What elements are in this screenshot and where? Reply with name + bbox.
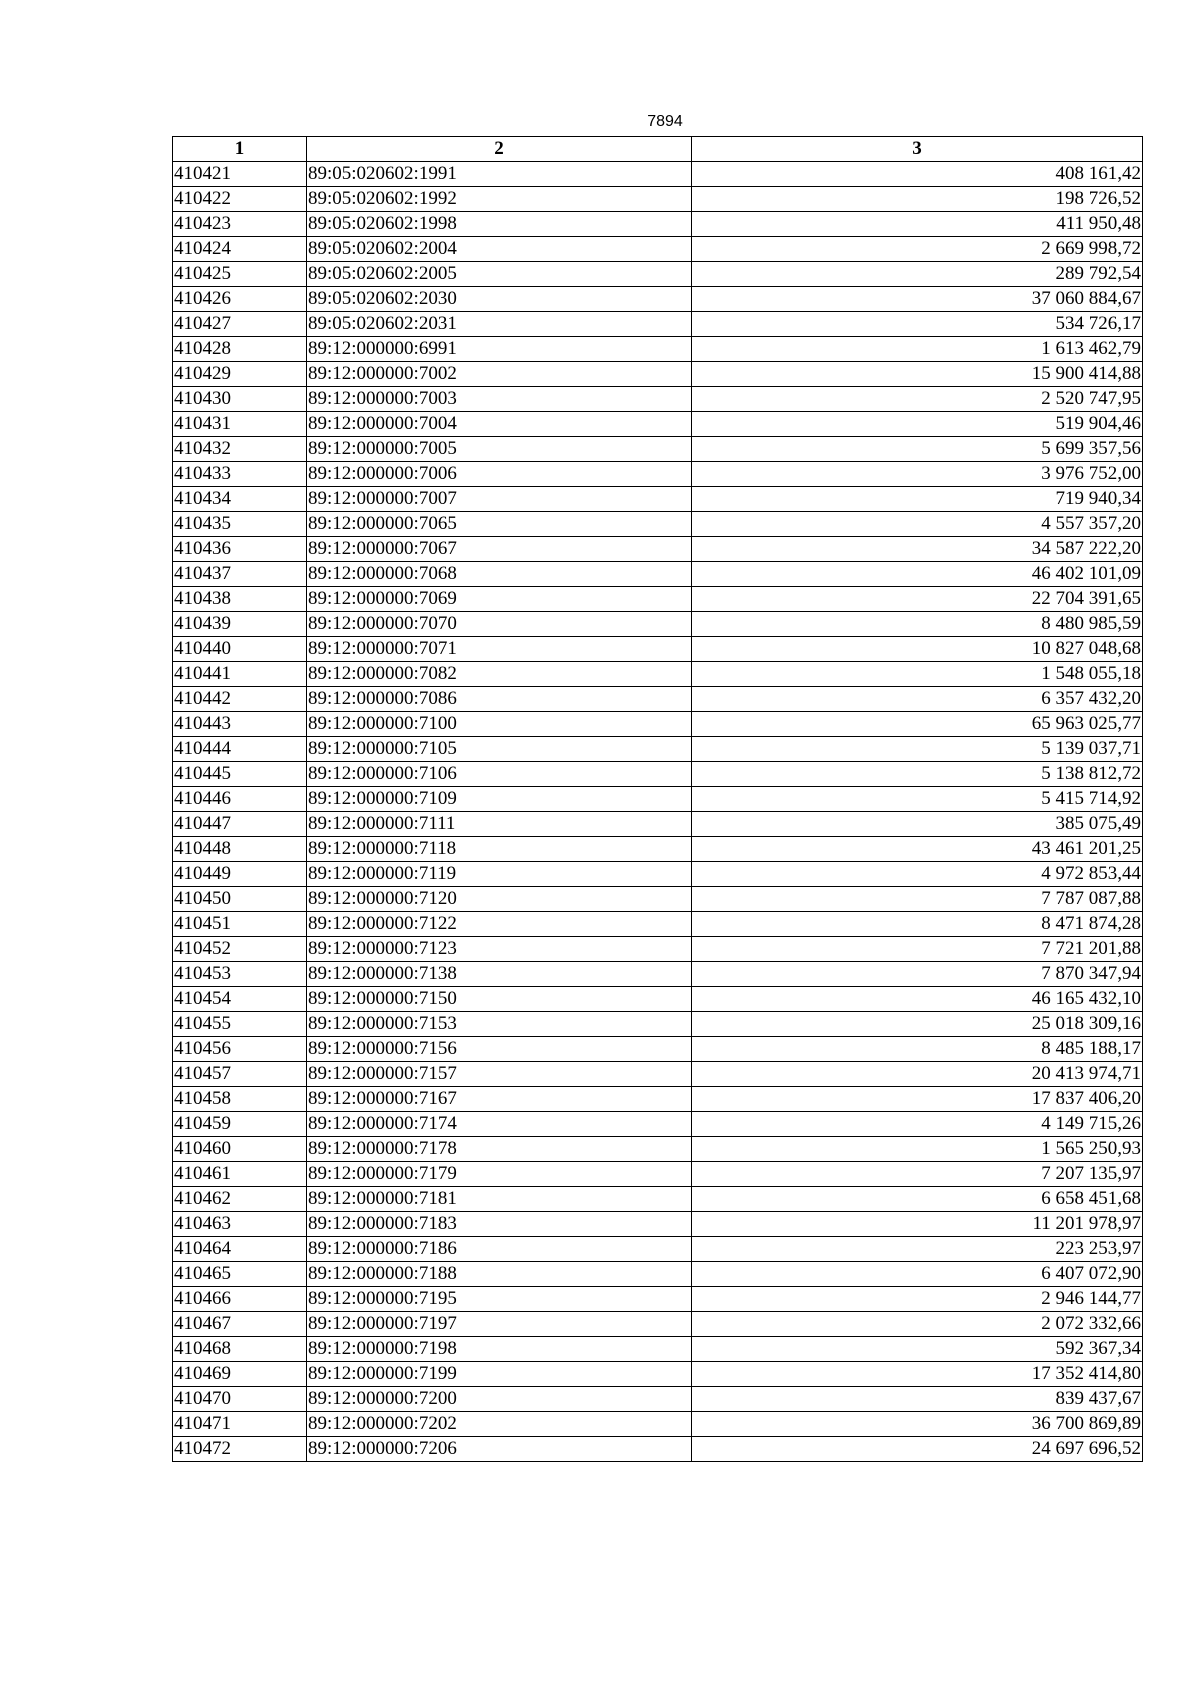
row-number-cell: 410428 (173, 337, 307, 362)
value-cell: 2 669 998,72 (692, 237, 1143, 262)
value-cell: 411 950,48 (692, 212, 1143, 237)
cadastral-number-cell: 89:12:000000:7157 (307, 1062, 692, 1087)
row-number-cell: 410452 (173, 937, 307, 962)
row-number-cell: 410457 (173, 1062, 307, 1087)
cadastral-number-cell: 89:12:000000:7068 (307, 562, 692, 587)
table-row (173, 1237, 1143, 1262)
row-number-cell: 410421 (173, 162, 307, 187)
table-row (173, 1187, 1143, 1212)
cadastral-number-cell: 89:12:000000:7006 (307, 462, 692, 487)
table-row (173, 1037, 1143, 1062)
row-number-cell: 410443 (173, 712, 307, 737)
value-cell: 37 060 884,67 (692, 287, 1143, 312)
cadastral-number-cell: 89:12:000000:6991 (307, 337, 692, 362)
table-row (173, 937, 1143, 962)
cadastral-number-cell: 89:12:000000:7123 (307, 937, 692, 962)
table-row (173, 162, 1143, 187)
cadastral-number-cell: 89:12:000000:7206 (307, 1437, 692, 1462)
value-cell: 20 413 974,71 (692, 1062, 1143, 1087)
value-cell: 7 207 135,97 (692, 1162, 1143, 1187)
table-row (173, 712, 1143, 737)
row-number-cell: 410467 (173, 1312, 307, 1337)
cadastral-number-cell: 89:12:000000:7202 (307, 1412, 692, 1437)
value-cell: 289 792,54 (692, 262, 1143, 287)
value-cell: 24 697 696,52 (692, 1437, 1143, 1462)
row-number-cell: 410449 (173, 862, 307, 887)
table-row (173, 1312, 1143, 1337)
cadastral-number-cell: 89:12:000000:7178 (307, 1137, 692, 1162)
value-cell: 36 700 869,89 (692, 1412, 1143, 1437)
row-number-cell: 410446 (173, 787, 307, 812)
value-cell: 5 139 037,71 (692, 737, 1143, 762)
value-cell: 17 352 414,80 (692, 1362, 1143, 1387)
cadastral-number-cell: 89:05:020602:1998 (307, 212, 692, 237)
table-row (173, 312, 1143, 337)
table-row (173, 237, 1143, 262)
value-cell: 2 520 747,95 (692, 387, 1143, 412)
table-row (173, 337, 1143, 362)
value-cell: 4 149 715,26 (692, 1112, 1143, 1137)
table-row (173, 362, 1143, 387)
row-number-cell: 410461 (173, 1162, 307, 1187)
table-row (173, 1412, 1143, 1437)
cadastral-number-cell: 89:12:000000:7118 (307, 837, 692, 862)
table-row (173, 1212, 1143, 1237)
table-row (173, 762, 1143, 787)
registry-table (172, 136, 1143, 1462)
table-row (173, 212, 1143, 237)
cadastral-number-cell: 89:12:000000:7007 (307, 487, 692, 512)
value-cell: 7 787 087,88 (692, 887, 1143, 912)
cadastral-number-cell: 89:05:020602:1991 (307, 162, 692, 187)
row-number-cell: 410422 (173, 187, 307, 212)
table-row (173, 862, 1143, 887)
row-number-cell: 410470 (173, 1387, 307, 1412)
cadastral-number-cell: 89:12:000000:7109 (307, 787, 692, 812)
table-row (173, 1162, 1143, 1187)
cadastral-number-cell: 89:12:000000:7174 (307, 1112, 692, 1137)
value-cell: 6 658 451,68 (692, 1187, 1143, 1212)
table-row (173, 287, 1143, 312)
cadastral-number-cell: 89:12:000000:7186 (307, 1237, 692, 1262)
cadastral-number-cell: 89:12:000000:7005 (307, 437, 692, 462)
cadastral-number-cell: 89:12:000000:7197 (307, 1312, 692, 1337)
cadastral-number-cell: 89:12:000000:7086 (307, 687, 692, 712)
table-row (173, 462, 1143, 487)
value-cell: 1 613 462,79 (692, 337, 1143, 362)
cadastral-number-cell: 89:12:000000:7067 (307, 537, 692, 562)
row-number-cell: 410423 (173, 212, 307, 237)
table-row (173, 512, 1143, 537)
value-cell: 65 963 025,77 (692, 712, 1143, 737)
page-number: 7894 (647, 113, 683, 130)
row-number-cell: 410437 (173, 562, 307, 587)
table-row (173, 1262, 1143, 1287)
table-row (173, 1387, 1143, 1412)
value-cell: 5 415 714,92 (692, 787, 1143, 812)
table-row (173, 987, 1143, 1012)
table-row (173, 437, 1143, 462)
row-number-cell: 410424 (173, 237, 307, 262)
table-row (173, 537, 1143, 562)
header-row (173, 137, 1143, 162)
value-cell: 46 165 432,10 (692, 987, 1143, 1012)
table-row (173, 587, 1143, 612)
cadastral-number-cell: 89:12:000000:7150 (307, 987, 692, 1012)
table-row (173, 662, 1143, 687)
table-row (173, 837, 1143, 862)
table-row (173, 1337, 1143, 1362)
cadastral-number-cell: 89:12:000000:7200 (307, 1387, 692, 1412)
cadastral-number-cell: 89:12:000000:7065 (307, 512, 692, 537)
table-row (173, 187, 1143, 212)
row-number-cell: 410434 (173, 487, 307, 512)
cadastral-number-cell: 89:12:000000:7122 (307, 912, 692, 937)
cadastral-number-cell: 89:12:000000:7138 (307, 962, 692, 987)
table-row (173, 687, 1143, 712)
row-number-cell: 410433 (173, 462, 307, 487)
cadastral-number-cell: 89:12:000000:7181 (307, 1187, 692, 1212)
row-number-cell: 410448 (173, 837, 307, 862)
cadastral-number-cell: 89:05:020602:1992 (307, 187, 692, 212)
cadastral-number-cell: 89:12:000000:7183 (307, 1212, 692, 1237)
value-cell: 5 699 357,56 (692, 437, 1143, 462)
value-cell: 534 726,17 (692, 312, 1143, 337)
value-cell: 17 837 406,20 (692, 1087, 1143, 1112)
row-number-cell: 410455 (173, 1012, 307, 1037)
row-number-cell: 410453 (173, 962, 307, 987)
table-row (173, 1287, 1143, 1312)
value-cell: 3 976 752,00 (692, 462, 1143, 487)
row-number-cell: 410438 (173, 587, 307, 612)
cadastral-number-cell: 89:12:000000:7003 (307, 387, 692, 412)
table-row (173, 887, 1143, 912)
column-header-1: 1 (173, 137, 307, 162)
row-number-cell: 410450 (173, 887, 307, 912)
table-row (173, 1087, 1143, 1112)
row-number-cell: 410466 (173, 1287, 307, 1312)
row-number-cell: 410435 (173, 512, 307, 537)
row-number-cell: 410429 (173, 362, 307, 387)
cadastral-number-cell: 89:12:000000:7069 (307, 587, 692, 612)
table-row (173, 487, 1143, 512)
value-cell: 223 253,97 (692, 1237, 1143, 1262)
value-cell: 592 367,34 (692, 1337, 1143, 1362)
value-cell: 8 485 188,17 (692, 1037, 1143, 1062)
value-cell: 11 201 978,97 (692, 1212, 1143, 1237)
row-number-cell: 410425 (173, 262, 307, 287)
value-cell: 43 461 201,25 (692, 837, 1143, 862)
row-number-cell: 410426 (173, 287, 307, 312)
cadastral-number-cell: 89:05:020602:2005 (307, 262, 692, 287)
table-row (173, 812, 1143, 837)
row-number-cell: 410463 (173, 1212, 307, 1237)
row-number-cell: 410445 (173, 762, 307, 787)
row-number-cell: 410462 (173, 1187, 307, 1212)
value-cell: 22 704 391,65 (692, 587, 1143, 612)
cadastral-number-cell: 89:12:000000:7071 (307, 637, 692, 662)
cadastral-number-cell: 89:12:000000:7120 (307, 887, 692, 912)
value-cell: 1 548 055,18 (692, 662, 1143, 687)
table-row (173, 1362, 1143, 1387)
row-number-cell: 410447 (173, 812, 307, 837)
table-row (173, 737, 1143, 762)
value-cell: 408 161,42 (692, 162, 1143, 187)
row-number-cell: 410427 (173, 312, 307, 337)
cadastral-number-cell: 89:12:000000:7153 (307, 1012, 692, 1037)
table-body (173, 162, 1143, 1462)
row-number-cell: 410436 (173, 537, 307, 562)
table-row (173, 912, 1143, 937)
cadastral-number-cell: 89:12:000000:7119 (307, 862, 692, 887)
row-number-cell: 410440 (173, 637, 307, 662)
cadastral-number-cell: 89:12:000000:7156 (307, 1037, 692, 1062)
value-cell: 5 138 812,72 (692, 762, 1143, 787)
value-cell: 10 827 048,68 (692, 637, 1143, 662)
value-cell: 1 565 250,93 (692, 1137, 1143, 1162)
cadastral-number-cell: 89:12:000000:7106 (307, 762, 692, 787)
cadastral-number-cell: 89:12:000000:7179 (307, 1162, 692, 1187)
cadastral-number-cell: 89:05:020602:2004 (307, 237, 692, 262)
table-row (173, 1437, 1143, 1462)
row-number-cell: 410439 (173, 612, 307, 637)
table-row (173, 962, 1143, 987)
value-cell: 8 471 874,28 (692, 912, 1143, 937)
value-cell: 719 940,34 (692, 487, 1143, 512)
row-number-cell: 410460 (173, 1137, 307, 1162)
row-number-cell: 410456 (173, 1037, 307, 1062)
row-number-cell: 410458 (173, 1087, 307, 1112)
cadastral-number-cell: 89:12:000000:7198 (307, 1337, 692, 1362)
row-number-cell: 410442 (173, 687, 307, 712)
value-cell: 4 557 357,20 (692, 512, 1143, 537)
value-cell: 34 587 222,20 (692, 537, 1143, 562)
cadastral-number-cell: 89:12:000000:7111 (307, 812, 692, 837)
table-row (173, 787, 1143, 812)
table-row (173, 562, 1143, 587)
cadastral-number-cell: 89:12:000000:7082 (307, 662, 692, 687)
table-row (173, 262, 1143, 287)
column-header-2: 2 (307, 137, 692, 162)
row-number-cell: 410432 (173, 437, 307, 462)
value-cell: 15 900 414,88 (692, 362, 1143, 387)
value-cell: 198 726,52 (692, 187, 1143, 212)
value-cell: 2 072 332,66 (692, 1312, 1143, 1337)
cadastral-number-cell: 89:12:000000:7195 (307, 1287, 692, 1312)
value-cell: 46 402 101,09 (692, 562, 1143, 587)
value-cell: 519 904,46 (692, 412, 1143, 437)
value-cell: 4 972 853,44 (692, 862, 1143, 887)
cadastral-number-cell: 89:12:000000:7188 (307, 1262, 692, 1287)
value-cell: 25 018 309,16 (692, 1012, 1143, 1037)
row-number-cell: 410459 (173, 1112, 307, 1137)
value-cell: 7 870 347,94 (692, 962, 1143, 987)
cadastral-number-cell: 89:12:000000:7199 (307, 1362, 692, 1387)
row-number-cell: 410469 (173, 1362, 307, 1387)
row-number-cell: 410430 (173, 387, 307, 412)
cadastral-number-cell: 89:12:000000:7167 (307, 1087, 692, 1112)
row-number-cell: 410431 (173, 412, 307, 437)
cadastral-number-cell: 89:12:000000:7002 (307, 362, 692, 387)
value-cell: 385 075,49 (692, 812, 1143, 837)
table-row (173, 1012, 1143, 1037)
cadastral-number-cell: 89:12:000000:7105 (307, 737, 692, 762)
row-number-cell: 410465 (173, 1262, 307, 1287)
value-cell: 6 407 072,90 (692, 1262, 1143, 1287)
column-header-3: 3 (692, 137, 1143, 162)
table-row (173, 1112, 1143, 1137)
value-cell: 7 721 201,88 (692, 937, 1143, 962)
cadastral-number-cell: 89:05:020602:2031 (307, 312, 692, 337)
value-cell: 839 437,67 (692, 1387, 1143, 1412)
value-cell: 8 480 985,59 (692, 612, 1143, 637)
row-number-cell: 410444 (173, 737, 307, 762)
cadastral-number-cell: 89:12:000000:7100 (307, 712, 692, 737)
row-number-cell: 410464 (173, 1237, 307, 1262)
value-cell: 6 357 432,20 (692, 687, 1143, 712)
cadastral-number-cell: 89:12:000000:7004 (307, 412, 692, 437)
table-row (173, 1137, 1143, 1162)
table-row (173, 387, 1143, 412)
table-row (173, 412, 1143, 437)
cadastral-number-cell: 89:05:020602:2030 (307, 287, 692, 312)
value-cell: 2 946 144,77 (692, 1287, 1143, 1312)
row-number-cell: 410471 (173, 1412, 307, 1437)
table-row (173, 1062, 1143, 1087)
table-row (173, 612, 1143, 637)
row-number-cell: 410472 (173, 1437, 307, 1462)
row-number-cell: 410441 (173, 662, 307, 687)
row-number-cell: 410454 (173, 987, 307, 1012)
table-row (173, 637, 1143, 662)
row-number-cell: 410451 (173, 912, 307, 937)
table-header (173, 137, 1143, 162)
row-number-cell: 410468 (173, 1337, 307, 1362)
cadastral-number-cell: 89:12:000000:7070 (307, 612, 692, 637)
